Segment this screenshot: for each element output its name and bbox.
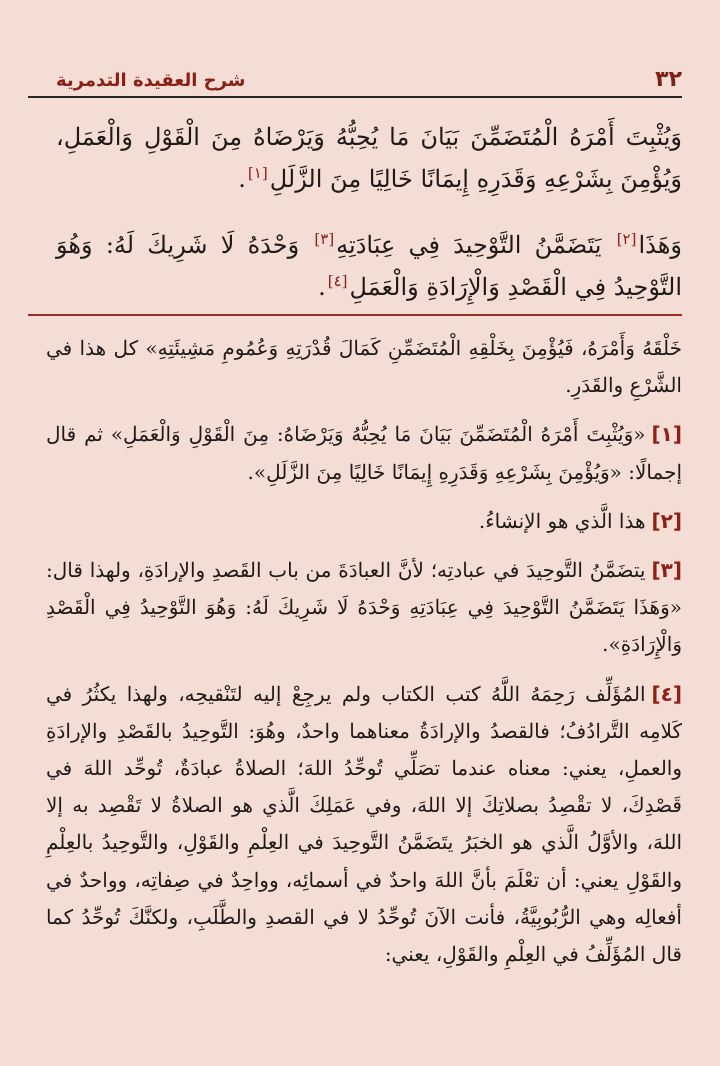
note-text-1: «وَيُثْبِتَ أَمْرَهُ الْمُتَضَمِّنَ بَيَانَ مَا يُحِبُّهُ وَيَرْضَاهُ: مِنَ الْقَوْلِ وَالْعَمَلِ» ثم قال إجمالًا: «وَيُؤْمِنَ بِشَرْعِهِ وَقَدَرِهِ إِيمَانًا خَالِيًا مِنَ الزَّلَلِ». [46,422,682,484]
note-number-2: [٢] [651,508,682,533]
commentary-section [46,330,682,985]
main-paragraph-1: وَيُثْبِتَ أَمْرَهُ الْمُتَضَمِّنَ بَيَانَ مَا يُحِبُّهُ وَيَرْضَاهُ مِنَ الْقَوْلِ وَالْعَمَلِ، وَيُؤْمِنَ بِشَرْعِهِ وَقَدَرِهِ إِيمَانًا خَالِيًا مِنَ الزَّلَلِ[١]. [56,123,682,193]
note-number-1: [١] [651,422,682,447]
commentary-note-4 [46,676,682,974]
header-divider [28,96,682,98]
main-text-start: وَهَذَا [638,231,682,259]
main-text-middle: يَتَضَمَّنُ التَّوْحِيدَ فِي عِبَادَتِهِ [336,231,602,259]
note-text-4: المُؤَلِّف رَحِمَهُ اللَّهُ كتب الكتاب ولم يرجِعْ إليه لتَنْقيحِه، ولهذا يكثُرُ في كَلامِه التَّرادُفُ؛ فالقصدُ والإرادَةُ معناهما واحدٌ، وهُوَ: التَّوحِيدُ بالقَصْدِ والإرادَةِ والعملِ، يعني: معناه عندما تصَلِّي تُوحِّدُ اللهَ؛ الصلاةُ عبادَةٌ، تُوحِّد اللهَ في قَصْدِكَ، لا تقْصِدُ بصلاتِكَ إلا اللهَ، وفي عَمَلِكَ الَّذي هو الصلاةُ لا تَقْصِد به إلا اللهَ، والأوَّلُ الَّذي هو الخبَرُ يتَضَمَّنُ التَّوحِيدَ في العِلْمِ والقَوْلِ، والتَّوحِيدُ بالعِلْمِ والقَوْلِ يعني: أن تعْلَمَ بأنَّ اللهَ واحدٌ في أسمائِه، وواحِدٌ في صِفاتِه، وواحدٌ في أفعالِه وهي الرُّبُوبِيَّةُ، فأنت الآنَ تُوحِّدُ لا في القصدِ والطَّلَبِ، ولكنَّكَ تُوحِّدُ كما قال المُؤَلِّفُ في العِلْمِ والقَوْلِ، يعني: [46,681,682,967]
footnote-ref-4: [٤] [327,272,348,290]
main-text [56,116,682,308]
page-number: ٣٢ [655,67,682,92]
footnote-ref-2: [٢] [616,230,637,248]
note-text-2: هذا الَّذي هو الإنشاءُ. [478,508,646,533]
note-number-3: [٣] [651,558,682,583]
commentary-note-2 [46,503,682,540]
footnote-ref-3: [٣] [314,230,335,248]
note-text-3: يتضَمَّنُ التَّوحِيدَ في عبادتِه؛ لأنَّ العبادَةَ من باب القَصدِ والإرادَةِ، ولهذا قال: «وَهَذَا يَتَضَمَّنُ التَّوْحِيدَ فِي عِبَادَتِهِ وَحْدَهُ لَا شَرِيكَ لَهُ: وَهُوَ التَّوْحِيدُ فِي الْقَصْدِ وَالْإِرَادَةِ». [46,558,682,657]
note-number-4: [٤] [651,681,682,706]
main-paragraph-2 [56,224,682,308]
main-text-sentence: وَيُثْبِتَ أَمْرَهُ الْمُتَضَمِّنَ بَيَانَ مَا يُحِبُّهُ وَيَرْضَاهُ مِنَ الْقَوْلِ وَالْعَمَلِ، وَيُؤْمِنَ بِشَرْعِهِ وَقَدَرِهِ إِيمَانًا خَالِيًا مِنَ الزَّلَلِ [56,123,682,193]
main-text-period: . [318,273,326,301]
commentary-divider [28,314,682,316]
commentary-note-3 [46,552,682,664]
commentary-intro: خَلْقَهُ وَأَمْرَهُ، فَيُؤْمِنَ بِخَلْقِهِ الْمُتَضَمِّنِ كَمَالَ قُدْرَتِهِ وَعُمُومِ مَشِيئَتِهِ» كل هذا في الشَّرْعِ والقَدَرِ. [46,336,682,398]
commentary-note-1 [46,416,682,490]
main-text-end: وَحْدَهُ لَا شَرِيكَ لَهُ: وَهُوَ التَّوْحِيدُ فِي الْقَصْدِ وَالْإِرَادَةِ وَالْعَمَلِ [56,231,682,301]
footnote-ref-1: [١] [247,164,268,182]
running-title: شرح العقيدة التدمرية [56,70,246,91]
page-header [56,58,682,94]
